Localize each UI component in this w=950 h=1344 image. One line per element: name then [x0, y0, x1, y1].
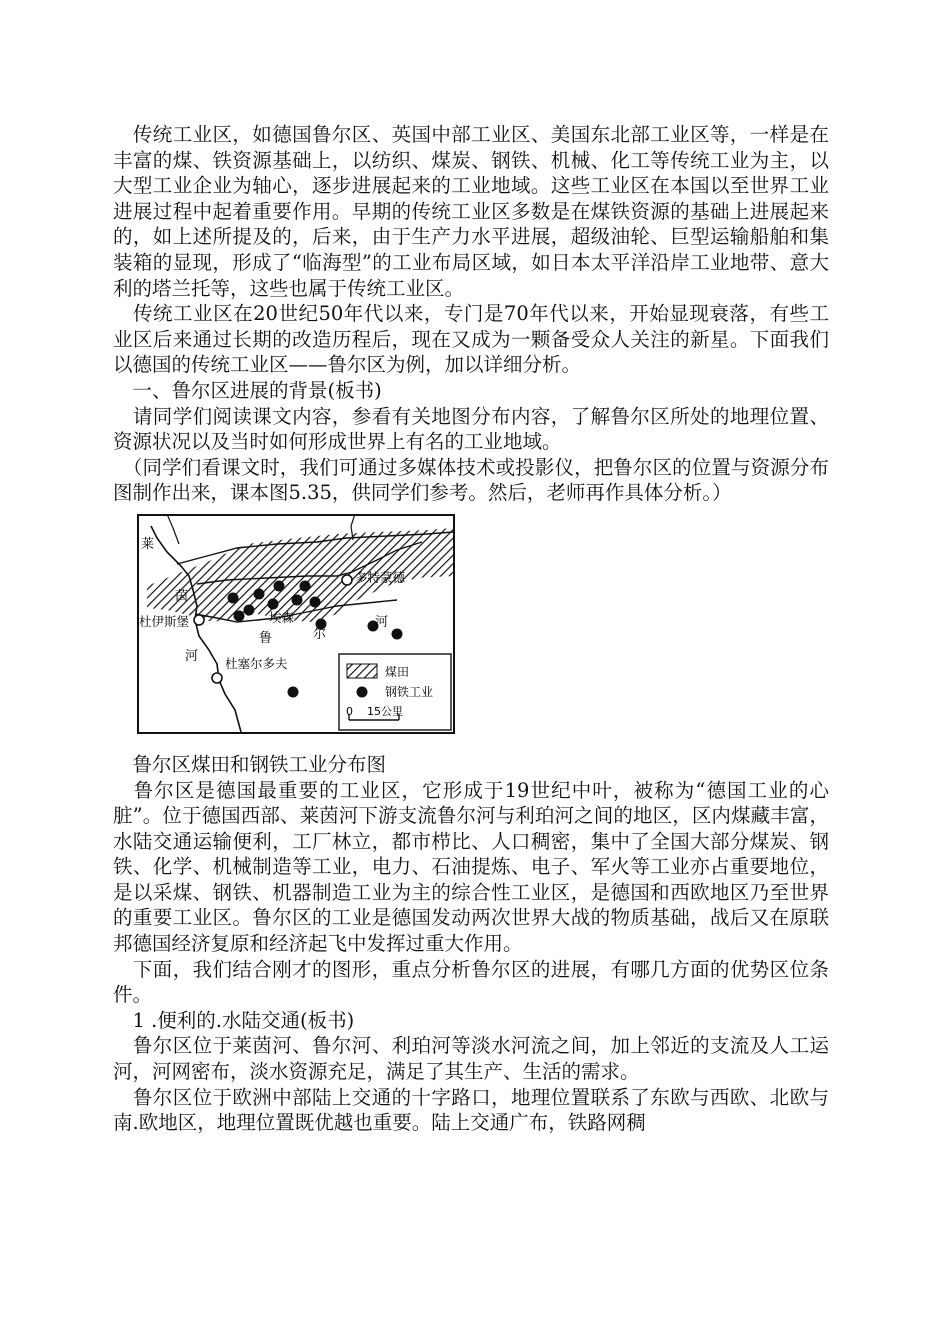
legend-steel-symbol	[357, 686, 368, 697]
paragraph-transition: 下面，我们结合刚才的图形，重点分析鲁尔区的进展，有哪几方面的优势区位条件。	[113, 957, 829, 1007]
paragraph-water: 鲁尔区位于莱茵河、鲁尔河、利珀河等淡水河流之间，加上邻近的支流及人工运河，河网密布，淡水资源充足，满足了其生产、生活的需求。	[113, 1034, 829, 1084]
steel-site-marker	[244, 604, 255, 615]
scale-value: 15公里	[367, 704, 403, 718]
ruhr-map	[137, 514, 455, 734]
steel-site-marker	[234, 610, 245, 621]
map-legend	[339, 654, 451, 730]
city-marker-dusseldorf	[212, 673, 222, 683]
map-label-dortmund: 多特蒙德	[355, 569, 406, 585]
steel-site-marker	[288, 686, 299, 697]
steel-site-marker	[274, 580, 285, 591]
legend-coal-label: 煤田	[385, 664, 410, 679]
steel-site-marker	[268, 598, 279, 609]
paragraph-teacher-note: （同学们看课文时，我们可通过多媒体技术或投影仪，把鲁尔区的位置与资源分布图制作出来，课本图5.35，供同学们参考。然后，老师再作具体分析。）	[113, 455, 829, 505]
legend-coal-swatch	[347, 664, 377, 678]
steel-site-marker	[254, 588, 265, 599]
map-label-yin: 茵	[175, 588, 189, 604]
map-label-dusseldorf: 杜塞尔多夫	[225, 655, 288, 671]
paragraph-reading-task: 请同学们阅读课文内容，参看有关地图分布内容，了解鲁尔区所处的地理位置、资源状况以及当时如何形成世界上有名的工业地域。	[113, 404, 829, 454]
map-label-rhine-he: 河	[185, 648, 199, 664]
steel-site-marker	[228, 592, 239, 603]
paragraph-decline: 传统工业区在20世纪50年代以来，专门是70年代以来，开始显现衰落，有些工业区后来通过长期的改造历程后，现在又成为一颗备受众人关注的新星。下面我们以德国的传统工业区——鲁尔区为例，加以详细分析。	[113, 302, 829, 377]
document-page	[113, 122, 829, 1136]
map-label-lai: 莱	[141, 536, 155, 552]
paragraph-ruhr-overview: 鲁尔区是德国最重要的工业区，它形成于19世纪中叶，被称为“德国工业的心脏”。位于德国西部、莱茵河下游支流鲁尔河与利珀河之间的地区，区内煤藏丰富，水陆交通运输便利，工厂林立，都市栉比、人口稠密，集中了全国大部分煤炭、钢铁、化学、机械制造等工业，电力、石油提炼、电子、军火等工业亦占重要地位，是以采煤、钢铁、机器制造工业为主的综合性工业区，是德国和西欧地区乃至世界的重要工业区。鲁尔区的工业是德国发动两次世界大战的物质基础，战后又在原联邦德国经济复原和经济起飞中发挥过重大作用。	[113, 778, 829, 956]
map-label-duisburg: 杜伊斯堡	[139, 613, 190, 629]
map-label-essen: 埃森	[269, 609, 295, 625]
city-marker-duisburg	[194, 615, 204, 625]
steel-site-marker	[292, 594, 303, 605]
paragraph-intro: 传统工业区，如德国鲁尔区、英国中部工业区、美国东北部工业区等，一样是在丰富的煤、铁资源基础上，以纺织、煤炭、钢铁、机械、化工等传统工业为主，以大型工业企业为轴心，逐步进展起来的工业地域。这些工业区在本国以至世界工业进展过程中起着重要作用。早期的传统工业区多数是在煤铁资源的基础上进展起来的，如上述所提及的，后来，由于生产力水平进展，超级油轮、巨型运输船舶和集装箱的显现，形成了“临海型”的工业布局区域，如日本太平洋沿岸工业地带、意大利的塔兰托等，这些也属于传统工业区。	[113, 123, 829, 300]
figure-caption: 鲁尔区煤田和钢铁工业分布图	[113, 752, 387, 776]
section-heading-background: 一、鲁尔区进展的背景(板书)	[113, 378, 382, 402]
map-label-lu: 鲁	[259, 630, 273, 646]
map-label-ruhr-he: 河	[375, 614, 389, 630]
legend-steel-label: 钢铁工业	[385, 684, 434, 699]
steel-site-marker	[310, 596, 321, 607]
map-label-er: 尔	[313, 626, 327, 642]
scale-zero: 0	[346, 704, 353, 718]
section-heading-transport: 1 .便利的.水陆交通(板书)	[113, 1008, 355, 1032]
paragraph-land-transport: 鲁尔区位于欧洲中部陆上交通的十字路口，地理位置联系了东欧与西欧、北欧与南.欧地区，地理位置既优越也重要。陆上交通广布，铁路网稠	[113, 1085, 829, 1135]
steel-site-marker	[300, 580, 311, 591]
steel-site-marker	[392, 628, 403, 639]
city-marker-dortmund	[342, 575, 352, 585]
